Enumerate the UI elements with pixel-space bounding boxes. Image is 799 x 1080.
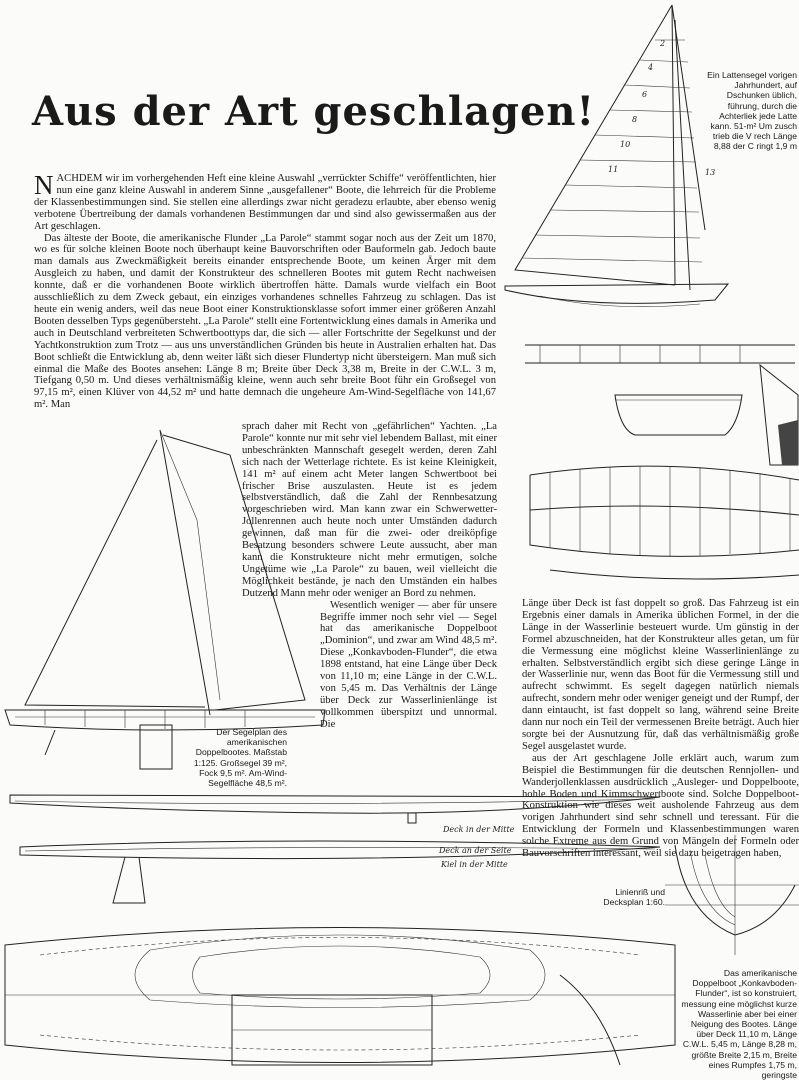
paragraph-dangerous-yachts: sprach daher mit Recht von „gefährlichen“ Yachten. „La Parole“ konnte nur mit sehr viel lebendem Ballast, mit einer unbeschränkten Mannschaft gesegelt werden, deren Zahl sich nach der Wetterlage richtete. Es ist keine Kleinigkeit, 141 m² auf einem acht Meter langen Schwertboot bei frischer Brise auszulasten. Heute ist es jedem selbstverständlich, daß die Zahl der Rennbesatzung vorgeschrieben wird. Man kann zwar ein Schwerwetter-Jollenrennen auch heute noch unter Umständen dadurch gewinnen, daß man für die zwei- oder dreiköpfige Besatzung besonders schwere Leute aussucht, aber man kann die Konstrukteure nicht mehr ermutigen, solche Ungetüme wie „La Parole“ zu bauen, weil vielleicht die Möglichkeit bestände, je nach den Umständen ein halbes Dutzend Mann mehr oder weniger an Bord zu nehmen. (242, 421, 497, 599)
svg-text:8: 8 (632, 115, 638, 124)
label-deck-mid: Deck in der Mitte (443, 825, 515, 834)
paragraph-la-parole: Das älteste der Boote, die amerikanische Flunder „La Parole“ stammt sogar noch aus der Zeit um 1870, wo es für solche kleinen Boote noch überhaupt keine Bauvorschriften oder Bauformeln gab. Jedoch baute man damals aus Zweckmäßigkeit bereits einander entsprechende Boote, um keinen Ärger mit dem Ausgleich zu haben, und damit der Konstrukteur des schnelleren Bootes mit gutem Recht nachweisen konnte, daß er die vorhandenen Boote wirklich übertroffen hätte. Damals wurde vielfach ein Boot ausschließlich zu dem Zweck gebaut, ein einziges vorhandenes schnelles Fahrzeug zu schlagen. Das ist heute ein wenig anders, weil das neue Boot einer Konstruktionsklasse sofort immer einer größeren Anzahl Booten desselben Typs gegenübersteht. „La Parole“ stellt eine Fortentwicklung eines damals in Amerika und auch in Deutschland verbreiteten Schwertboottyps dar, die sich — aller Fortschritte der Segelkunst und der Yachtkonstruktion zum Trotz — aus uns unverständlichen Gründen bis heute in Australien erhalten hat. Das Boot schließt die Entwicklung ab, denn weiter läßt sich dieser Flundertyp nicht übersteigern. Man muß sich einmal die Maße des Bootes ansehen: Länge 8 m; Breite über Deck 3,38 m, Breite in der C.W.L. 3 m, Tiefgang 0,50 m. Und dieses verhältnismäßig kleine, wenn auch sehr breite Boot führ ein Großsegel von 97,15 m², einen Klüver von 44,52 m² und hatte demnach die ungeheure Am-Wind-Segelfläche von 141,67 m². Man (34, 232, 496, 411)
svg-text:6: 6 (642, 90, 648, 99)
paragraph-waterline: Länge über Deck ist fast doppelt so groß. Das Fahrzeug ist ein Ergebnis einer damals in Amerika üblichen Formel, in der die Länge in der Wasserlinie besteuert wurde. Um günstig in der Formel abzuschneiden, hat der Konstrukteur alles getan, um für die Vermessung eine möglichst kleine Wasserlinienlänge zu erhalten. Selbstverständlich ergibt sich diese geringe Länge in der Wasserlinie nur, wenn das Boot für die Vermessung still und aufrecht schwimmt. Es segelt dagegen natürlich niemals aufrecht, sondern mehr oder weniger geneigt und der Rumpf, der dann eintaucht, ist fast doppelt so lang, während seine Breite dann nur noch ein Teil der vermessenen Breite beträgt. Auch hier sorgte bei der Ausnutzung für, daß das verhältnismäßig große Segel ausgelastet wurde. (522, 598, 799, 752)
hull-frame-drawing (520, 460, 799, 600)
paragraph-rules: aus der Art geschlagene Jolle erklärt auch, warum zum Beispiel die Bestimmungen für die deutschen Rennjollen- und Wanderjollenklassen ausdrücklich „Ausleger- und Doppelboote, hohle Boden und Kimmschwertboote sind. Solche Doppelboot-Konstruktion wie dieses weit ausholende Fahrzeug aus dem vorigen Jahrhundert sind sehr schnell und teressant. Für die Entwicklung der Formeln und Klassenbestimmungen waren solche Extreme aus dem Grund von Mängeln der Formeln oder Bauvorschriften interessant, weil sie dazu beigetragen haben, (522, 752, 799, 860)
svg-text:4: 4 (648, 63, 654, 72)
lines-plan-profile (5, 785, 665, 915)
deck-plan-bottom (0, 915, 680, 1080)
body-section-drawing (665, 825, 799, 965)
svg-text:11: 11 (608, 165, 619, 174)
caption-sail-plan: Der Segelplan des amerikanischen Doppelbootes. Maßstab 1:125. Großsegel 39 m², Fock 9,5 m². Am-Wind-Segelfläche 48,5 m². (193, 727, 287, 789)
paragraph-dominion: Wesentlich weniger — aber für unsere Begriffe immer noch sehr viel — Segel hat das amerikanische Doppelboot „Dominion“, und zwar am Wind 48,5 m². Diese „Konkavboden-Flunder“, die etwa 1898 entstand, hat eine Länge über Deck von 11,10 m; eine Länge in der C.W.L. von 5,45 m. Das Verhältnis der Länge über Deck zur Wasserlinienlänge ist vollkommen überspitzt und unnormal. Die (320, 599, 497, 730)
drop-cap: N (34, 170, 54, 200)
svg-text:2: 2 (660, 39, 666, 48)
column-two-text (242, 421, 497, 781)
caption-flunder: Das amerikanische Doppelboot „Konkavboden-Flunder“, ist so konstruiert, messung eine möglichst kurze Wasserlinie aber bei einer Neigung des Bootes. Länge über Deck 11,10 m, Länge C.W.L. 5,45 m, Länge 8,28 m, größte Breite 2,15 m, Breite eines Rumpfes 1,75 m, geringste (681, 968, 797, 1080)
intro-text (34, 170, 496, 423)
label-deck-side: Deck an der Seite (439, 846, 512, 855)
article-title: Aus der Art geschlagen! (32, 88, 596, 135)
intro-paragraph: ACHDEM wir im vorhergehenden Heft eine kleine Auswahl „verrückter Schiffe“ veröffentlichten, hier nun eine ganz kleine Auswahl in anderem Sinne „ausgefallener“ Boote, die lehrreich für die Probleme der Klassenbestimmungen sind. Sie stellen eine allerdings zwar nicht geradezu erlaubte, aber ebenso wenig verbotene Übertreibung der damals vorhandenen Bestimmungen dar und sind also gewissermaßen aus der Art geschlagen. (34, 173, 496, 232)
caption-batten-sail: Ein Lattensegel vorigen Jahrhundert, auf Dschunken üblich, führung, durch die Achterliek jede Latte kann. 51-m² Um zusch trieb die V rech Länge 8,88 der C ringt 1,9 m (707, 70, 797, 152)
svg-text:13: 13 (705, 168, 716, 177)
deck-plan-drawing (520, 325, 799, 465)
caption-lines-plan: Linienriß und Decksplan 1:60. (603, 887, 665, 908)
label-keel-mid: Kiel in der Mitte (441, 860, 508, 869)
svg-text:10: 10 (620, 140, 631, 149)
batten-sail-drawing (500, 0, 730, 320)
